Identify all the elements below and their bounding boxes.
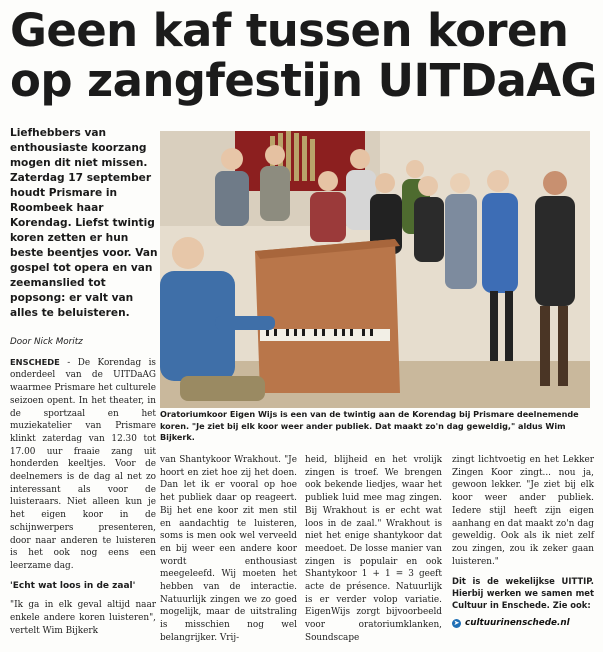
article-column-3 [305,454,442,652]
website-link[interactable] [452,617,594,630]
choir-photo [160,131,590,408]
arrow-right-icon: ➤ [453,619,460,628]
website-link-text[interactable]: cultuurinenschede.nl [465,618,570,629]
article-column-2 [160,454,297,652]
column-4-paragraph-1: zingt lichtvoetig en het Lekker Zingen Koor zingt... nou ja, gewoon lekker. "Je ziet bij elk koor weer ander publiek. Iedere stijl heeft zijn eigen aanhang en dat maakt zo'n dag geweldig. Ook als ik niet zelf zou zingen, zou ik zeker gaan luisteren." [452,455,594,567]
column-2-paragraph-1: van Shantykoor Wrakhout. "Je hoort en ziet hoe zij het doen. Dan let ik er vooral op hoe het publiek daar op reageert. Bij het ene koor zit men stil en aandachtig te luisteren, soms is men ook wel verveeld en bij weer een andere koor wordt enthousiast meegeleefd. Wij moeten het hebben van de interactie. Natuurlijk zingen we zo goed mogelijk, maar de uitstraling is misschien nog wel belangrijker. Vrij- [160,455,297,643]
article-intro: Liefhebbers van enthousiaste koorzang mogen dit niet missen. Zaterdag 17 september houdt Prismare in Roombeek haar Korendag. Liefst twintig koren zetten er hun beste beentjes voor. Van gospel tot opera en van zeemanslied tot popsong: er valt van alles te beluisteren. [10,127,158,319]
headline-line-2: op zangfestijn UITDaAG [10,54,597,107]
photo-caption: Oratoriumkoor Eigen Wijs is een van de twintig aan de Korendag bij Prismare deelnemende koren. "Je ziet bij elk koor weer ander publiek. Dat maakt zo'n dag geweldig," aldus Wim Bijkerk. [160,409,579,442]
column-3-paragraph-1: heid, blijheid en het vrolijk zingen is troef. We brengen ook bekende liedjes, waar het publiek luid mee mag zingen. Bij Wrakhout is er echt wat loos in de zaal." Wrakhout is niet het enige shantykoor dat meedoet. De losse manier van zingen is populair en ook Shantykoor 1 + 1 = 3 geeft acte de présence. Natuurlijk is er verder volop variatie. EigenWijs zorgt bijvoorbeeld voor oratoriumklanken, Soundscape [305,455,442,643]
dateline-city: ENSCHEDE [10,356,60,367]
uittip-note: Dit is de wekelijkse UITTIP. Hierbij werken we samen met Cultuur in Enschede. Zie ook: [452,576,594,611]
headline-line-1: Geen kaf tussen koren [10,4,569,57]
article-column-4 [452,454,594,630]
article-column-1 [10,338,156,644]
byline: Door Nick Moritz [10,337,83,347]
column-1-paragraph-2: "Ik ga in elk geval altijd naar enkele andere koren luisteren", vertelt Wim Bijkerk [10,600,156,636]
choir-illustration [160,131,590,408]
column-1-paragraph-1 [10,356,156,573]
article-headline [10,6,600,106]
subheading: 'Echt wat loos in de zaal' [10,580,136,591]
column-1-text-1: - De Korendag is onderdeel van de UITDaAG waarmee Prismare het culturele seizoen opent. In het theater, in de sportzaal en het muziekatelier van Prismare klinkt zaterdag van 12.30 tot 17.00 uur fraaie zang uit honderden keeltjes. Voor de deelnemers is de dag al net zo interessant als voor de luisteraars. Niet alleen kun je het eigen koor in de schijnwerpers presenteren, door naar anderen te luisteren is het ook nog eens een leerzame dag. [10,357,156,571]
